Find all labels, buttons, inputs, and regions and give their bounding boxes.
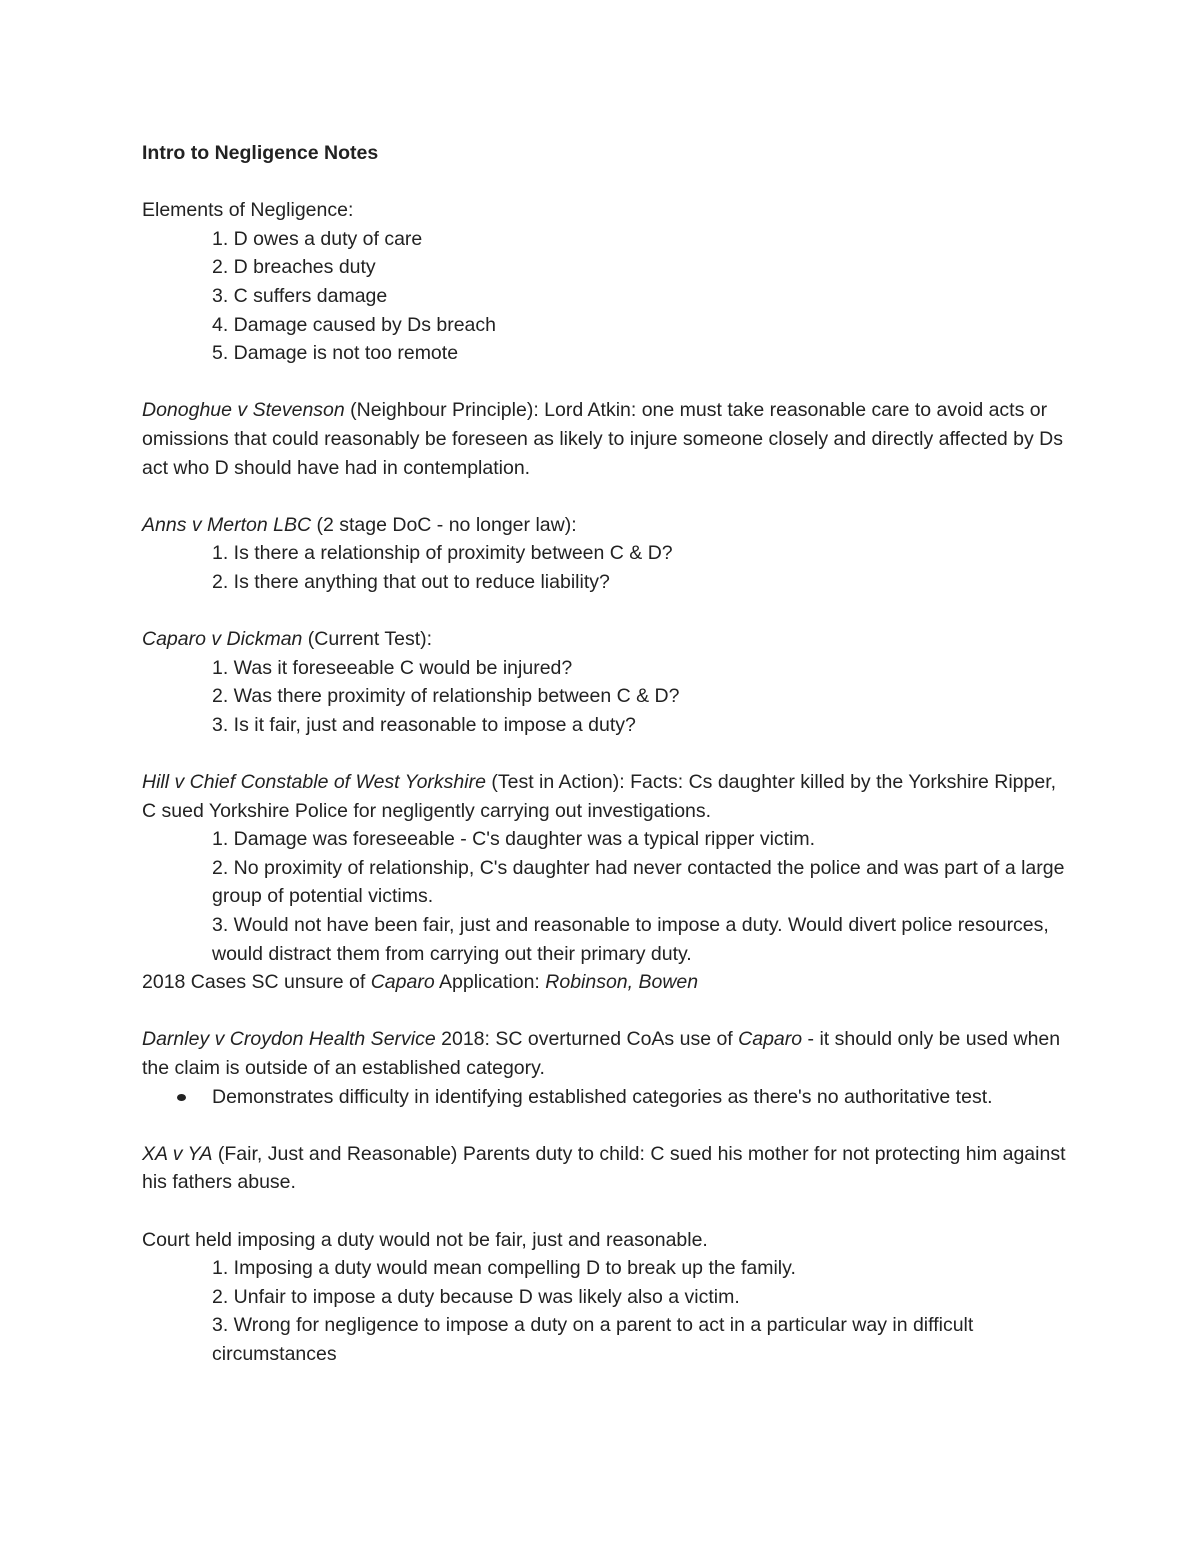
note-text: 2018 Cases SC unsure of: [142, 971, 371, 994]
bullet-item: [142, 1083, 1067, 1112]
list-item: 2. Is there anything that out to reduce liability?: [212, 570, 610, 593]
donoghue-paragraph: [142, 396, 1067, 482]
case-name: Darnley v Croydon Health Service: [142, 1028, 436, 1051]
anns-paragraph: [142, 511, 1067, 540]
list-item: 3. C suffers damage: [212, 284, 388, 307]
case-text: (Test in Action): Facts: Cs daughter killed by the Yorkshire Ripper, C sued Yorkshire Police for negligently carrying out investigations.: [142, 771, 1057, 822]
case-text: - it should only be used when the claim is outside of an established category.: [142, 1028, 1061, 1079]
list-item: 1. Is there a relationship of proximity between C & D?: [212, 542, 673, 565]
darnley-bullets: [142, 1083, 1067, 1112]
list-item: 2. Unfair to impose a duty because D was likely also a victim.: [212, 1285, 740, 1308]
list-item: 1. Imposing a duty would mean compelling D to break up the family.: [212, 1257, 796, 1280]
xa-paragraph: [142, 1140, 1067, 1197]
list-item: 2. No proximity of relationship, C's daughter had never contacted the police and was part of a large group of potential victims.: [212, 856, 1065, 908]
list-item: 1. Was it foreseeable C would be injured?: [212, 656, 573, 679]
case-name: Caparo v Dickman: [142, 628, 303, 651]
document-page: [142, 139, 1067, 1369]
case-name: XA v YA: [142, 1142, 213, 1165]
case-name: Caparo: [738, 1028, 803, 1051]
elements-heading: Elements of Negligence:: [142, 199, 354, 222]
bullet-text: Demonstrates difficulty in identifying established categories as there's no authoritative test.: [212, 1085, 993, 1108]
bullet-icon: [177, 1094, 186, 1101]
case-text: (Neighbour Principle): Lord Atkin: one must take reasonable care to avoid acts or omissions that could reasonably be foreseen as likely to injure someone closely and directly affected by Ds act who D should have had in contemplation.: [142, 399, 1063, 479]
list-item: 1. Damage was foreseeable - C's daughter was a typical ripper victim.: [212, 828, 816, 851]
case-text: (2 stage DoC - no longer law):: [311, 513, 577, 536]
case-name: Hill v Chief Constable of West Yorkshire: [142, 771, 486, 794]
case-text: (Fair, Just and Reasonable) Parents duty to child: C sued his mother for not protecting him against his fathers abuse.: [142, 1142, 1066, 1194]
hill-list: [142, 825, 1067, 968]
page-title: Intro to Negligence Notes: [142, 142, 379, 164]
note-text: Application:: [434, 971, 546, 994]
spacer: [142, 597, 1067, 626]
hill-note: [142, 968, 1067, 997]
spacer: [142, 482, 1067, 511]
list-item: 2. Was there proximity of relationship between C & D?: [212, 685, 680, 708]
list-item: 5. Damage is not too remote: [212, 342, 459, 365]
case-text: (Current Test):: [302, 628, 433, 651]
spacer: [142, 368, 1067, 397]
list-item: 3. Would not have been fair, just and reasonable to impose a duty. Would divert police resources, would distract them from carrying out their primary duty.: [212, 914, 1049, 965]
list-item: 4. Damage caused by Ds breach: [212, 313, 496, 336]
list-item: 3. Wrong for negligence to impose a duty on a parent to act in a particular way in difficult circumstances: [212, 1314, 974, 1365]
caparo-paragraph: [142, 625, 1067, 654]
court-heading: Court held imposing a duty would not be fair, just and reasonable.: [142, 1228, 708, 1251]
case-name: Caparo: [370, 971, 435, 994]
list-item: 1. D owes a duty of care: [212, 227, 423, 250]
spacer: [142, 1111, 1067, 1140]
darnley-paragraph: [142, 1025, 1067, 1082]
case-text: 2018: SC overturned CoAs use of: [435, 1028, 739, 1051]
court-list: [142, 1254, 1067, 1368]
spacer: [142, 997, 1067, 1026]
list-item: 2. D breaches duty: [212, 256, 376, 279]
case-name: Anns v Merton LBC: [142, 513, 312, 536]
case-names: Robinson, Bowen: [545, 971, 699, 994]
list-item: 3. Is it fair, just and reasonable to impose a duty?: [212, 713, 636, 736]
elements-list: [142, 225, 1067, 368]
case-name: Donoghue v Stevenson: [142, 399, 345, 422]
caparo-list: [142, 654, 1067, 740]
spacer: [142, 168, 1067, 197]
anns-list: [142, 539, 1067, 596]
hill-paragraph: [142, 768, 1067, 825]
spacer: [142, 1197, 1067, 1226]
spacer: [142, 739, 1067, 768]
